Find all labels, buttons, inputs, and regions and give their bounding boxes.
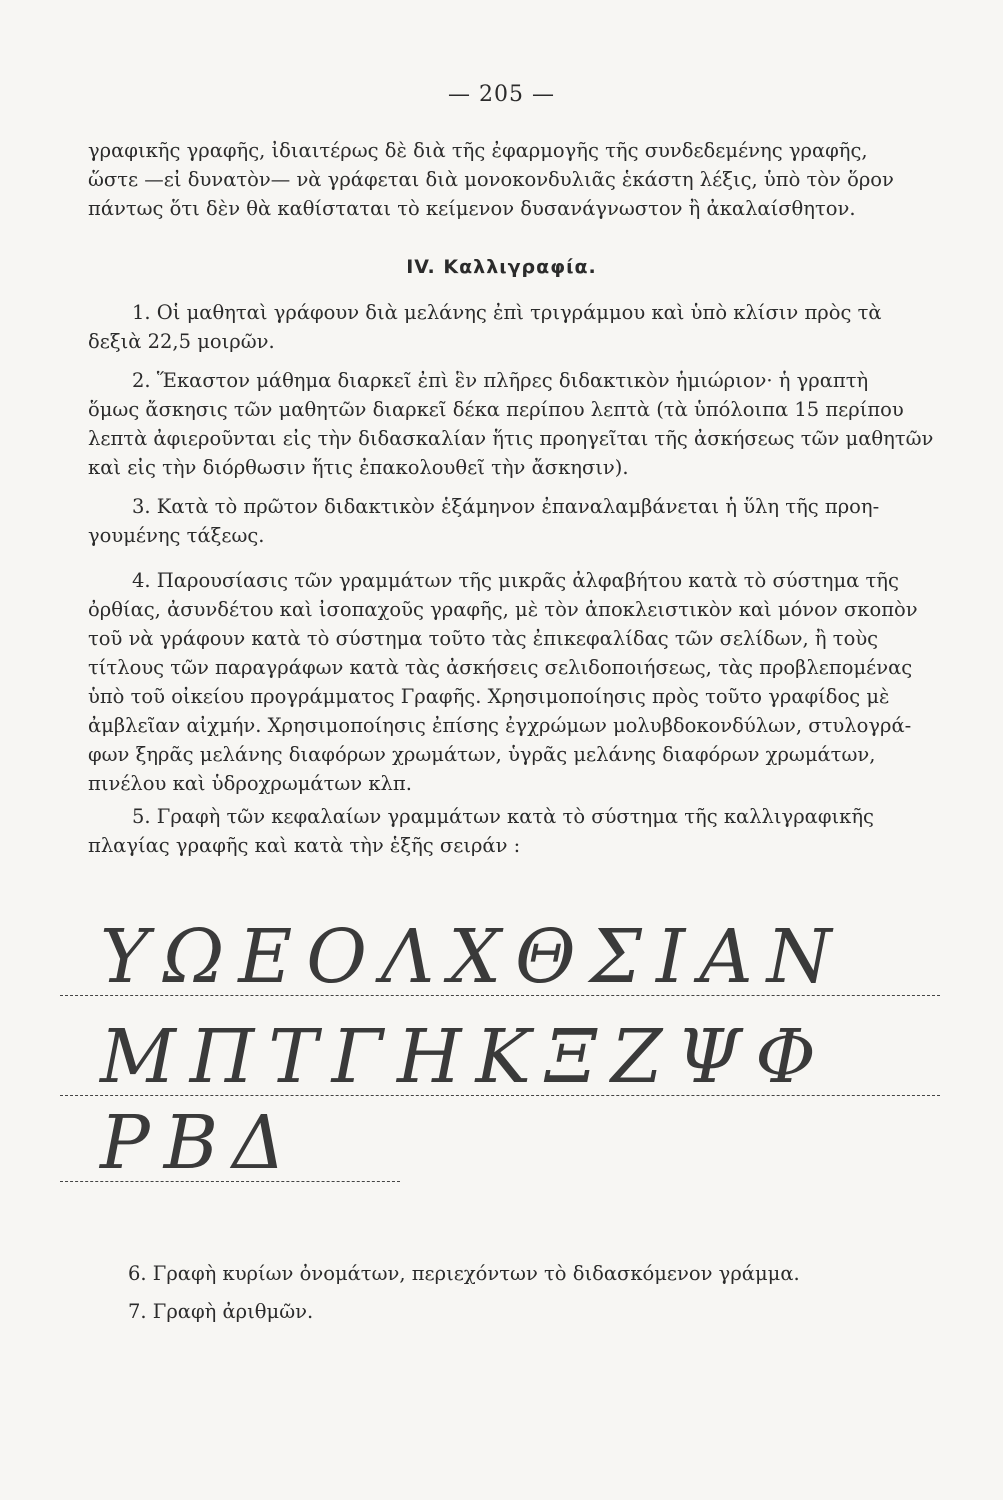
paragraph-1 bbox=[88, 298, 918, 356]
calligraphy-row-3 bbox=[60, 1100, 400, 1194]
text-line: τοῦ νὰ γράφουν κατὰ τὸ σύστημα τοῦτο τὰς ἐπικεφαλίδας τῶν σελίδων, ἢ τοὺς bbox=[88, 627, 879, 650]
text-line: πινέλου καὶ ὑδροχρωμάτων κλπ. bbox=[88, 772, 412, 795]
text-line: ἀμβλεῖαν αἰχμήν. Χρησιμοποίησις ἐπίσης ἐγχρώμων μολυβδοκονδύλων, στυλογρά- bbox=[88, 714, 912, 737]
text-line: δεξιὰ 22,5 μοιρῶν. bbox=[88, 330, 275, 353]
text-line: λεπτὰ ἀφιεροῦνται εἰς τὴν διδασκαλίαν ἥτις προηγεῖται τῆς ἀσκήσεως τῶν μαθητῶν bbox=[88, 427, 934, 450]
page-number: — 205 — bbox=[448, 82, 555, 107]
text-line: καὶ εἰς τὴν διόρθωσιν ἥτις ἐπακολουθεῖ τὴν ἄσκησιν). bbox=[88, 456, 629, 479]
calligraphy-row-2 bbox=[60, 1014, 940, 1108]
text-line: 1. Οἱ μαθηταὶ γράφουν διὰ μελάνης ἐπὶ τριγράμμου καὶ ὑπὸ κλίσιν πρὸς τὰ bbox=[132, 301, 882, 324]
text-line: 3. Κατὰ τὸ πρῶτον διδακτικὸν ἑξάμηνον ἐπαναλαμβάνεται ἡ ὕλη τῆς προη- bbox=[132, 495, 880, 518]
text-line: πάντως ὅτι δὲν θὰ καθίσταται τὸ κείμενον δυσανάγνωστον ἢ ἀκαλαίσθητον. bbox=[88, 197, 856, 220]
text-line: 5. Γραφὴ τῶν κεφαλαίων γραμμάτων κατὰ τὸ σύστημα τῆς καλλιγραφικῆς bbox=[132, 805, 874, 828]
text-line: 2. Ἕκαστον μάθημα διαρκεῖ ἐπὶ ἓν πλῆρες διδακτικὸν ἡμιώριον· ἡ γραπτὴ bbox=[132, 369, 869, 392]
calligraphy-row-1 bbox=[60, 914, 940, 1008]
list-item-7: 7. Γραφὴ ἀριθμῶν. bbox=[128, 1300, 314, 1323]
text-line: πλαγίας γραφῆς καὶ κατὰ τὴν ἑξῆς σειράν : bbox=[88, 834, 521, 857]
paragraph-3 bbox=[88, 492, 918, 550]
paragraph-5 bbox=[88, 802, 918, 860]
list-item-6: 6. Γραφὴ κυρίων ὀνομάτων, περιεχόντων τὸ διδασκόμενον γράμμα. bbox=[128, 1262, 800, 1285]
calligraphy-letters: ΥΩΕΟΛΧΘΣΙΑΝ bbox=[100, 914, 846, 1000]
text-line: ὀρθίας, ἀσυνδέτου καὶ ἰσοπαχοῦς γραφῆς, μὲ τὸν ἀποκλειστικὸν καὶ μόνον σκοπὸν bbox=[88, 598, 918, 621]
text-line: ὥστε —εἰ δυνατὸν— νὰ γράφεται διὰ μονοκονδυλιᾶς ἑκάστη λέξις, ὑπὸ τὸν ὅρον bbox=[88, 168, 894, 191]
paragraph-2 bbox=[88, 366, 934, 482]
text-line: ὑπὸ τοῦ οἰκείου προγράμματος Γραφῆς. Χρησιμοποίησις πρὸς τοῦτο γραφίδος μὲ bbox=[88, 685, 890, 708]
calligraphy-letters: ΜΠΤΓΗΚΞΖΨΦ bbox=[100, 1014, 830, 1100]
text-line: γουμένης τάξεως. bbox=[88, 524, 265, 547]
section-heading: IV. Καλλιγραφία. bbox=[406, 256, 597, 278]
paragraph-4 bbox=[88, 566, 918, 798]
calligraphy-letters: ΡΒΔ bbox=[100, 1100, 300, 1186]
intro-paragraph bbox=[88, 136, 918, 223]
text-line: 4. Παρουσίασις τῶν γραμμάτων τῆς μικρᾶς ἀλφαβήτου κατὰ τὸ σύστημα τῆς bbox=[132, 569, 899, 592]
text-line: φων ξηρᾶς μελάνης διαφόρων χρωμάτων, ὑγρᾶς μελάνης διαφόρων χρωμάτων, bbox=[88, 743, 876, 766]
text-line: τίτλους τῶν παραγράφων κατὰ τὰς ἀσκήσεις σελιδοποιήσεως, τὰς προβλεπομένας bbox=[88, 656, 913, 679]
text-line: γραφικῆς γραφῆς, ἰδιαιτέρως δὲ διὰ τῆς ἐφαρμογῆς τῆς συνδεδεμένης γραφῆς, bbox=[88, 139, 868, 162]
text-line: ὅμως ἄσκησις τῶν μαθητῶν διαρκεῖ δέκα περίπου λεπτὰ (τὰ ὑπόλοιπα 15 περίπου bbox=[88, 398, 904, 421]
